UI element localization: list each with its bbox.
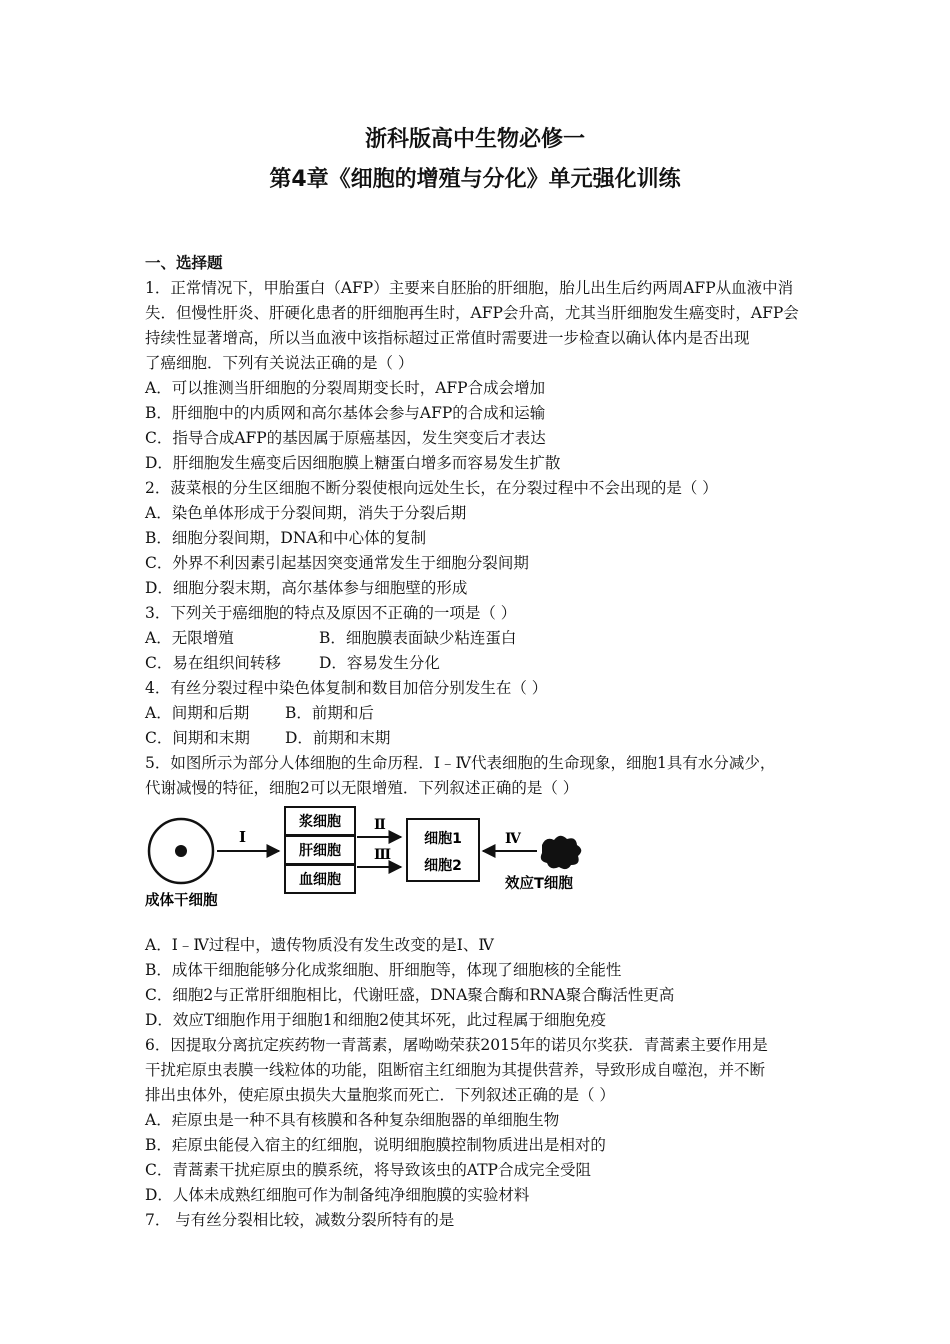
q6-stem-line-3: 排出虫体外，使疟原虫损失大量胞浆而死亡．下列叙述正确的是（ ）	[145, 1086, 615, 1104]
q6-option-b: B．疟原虫能侵入宿主的红细胞，说明细胞膜控制物质进出是相对的	[145, 1136, 606, 1154]
q4-options-row-1	[145, 701, 817, 726]
q1-stem-line-2: 失．但慢性肝炎、肝硬化患者的肝细胞再生时，AFP会升高，尤其当肝细胞发生癌变时，AFP会	[145, 304, 799, 322]
stem-cell-label: 成体干细胞	[145, 893, 218, 909]
q1-option-c: C．指导合成AFP的基因属于原癌基因，发生突变后才表达	[145, 429, 546, 447]
section-heading: 一、选择题	[145, 254, 223, 272]
page-title-line2: 第4章《细胞的增殖与分化》单元强化训练	[269, 167, 681, 192]
cell-life-history-diagram	[145, 801, 817, 931]
effector-t-cell-label: 效应T细胞	[505, 876, 573, 892]
arrow-3-label: Ⅲ	[374, 847, 392, 863]
q6-option-a: A．疟原虫是一种不具有核膜和各种复杂细胞器的单细胞生物	[145, 1111, 560, 1129]
q5-stem-line-1: 5．如图所示为部分人体细胞的生命历程．Ⅰ﹣Ⅳ代表细胞的生命现象，细胞1具有水分减少，	[145, 754, 776, 772]
q2-stem: 2．菠菜根的分生区细胞不断分裂使根向远处生长，在分裂过程中不会出现的是（ ）	[145, 479, 718, 497]
q2-option-c: C．外界不利因素引起基因突变通常发生于细胞分裂间期	[145, 554, 529, 572]
q2-option-a: A．染色单体形成于分裂间期，消失于分裂后期	[145, 504, 467, 522]
q4-option-c: C．间期和末期	[145, 729, 250, 747]
box-blood-cell-label: 血细胞	[299, 872, 341, 888]
q6-option-c: C．青蒿素干扰疟原虫的膜系统，将导致该虫的ATP合成完全受阻	[145, 1161, 591, 1179]
q3-option-c: C．易在组织间转移	[145, 654, 281, 672]
q7-stem: 7． 与有丝分裂相比较，减数分裂所特有的是	[145, 1211, 455, 1229]
q4-stem: 4．有丝分裂过程中染色体复制和数目加倍分别发生在（ ）	[145, 679, 548, 697]
diagram-svg	[145, 801, 595, 911]
stem-cell-nucleus	[175, 845, 187, 857]
q2-option-d: D．细胞分裂末期，高尔基体参与细胞壁的形成	[145, 579, 468, 597]
q4-options-row-2	[145, 726, 817, 751]
q1-option-d: D．肝细胞发生癌变后因细胞膜上糖蛋白增多而容易发生扩散	[145, 454, 561, 472]
q5-stem-line-2: 代谢减慢的特征，细胞2可以无限增殖．下列叙述正确的是（ ）	[145, 779, 579, 797]
effector-t-cell-shape	[541, 836, 581, 869]
q6-stem-line-2: 干扰疟原虫表膜一线粒体的功能，阻断宿主红细胞为其提供营养，导致形成自噬泡，并不断	[145, 1061, 766, 1079]
q3-options-row-1	[145, 626, 817, 651]
q5-option-b: B．成体干细胞能够分化成浆细胞、肝细胞等，体现了细胞核的全能性	[145, 961, 622, 979]
q3-option-d: D．容易发生分化	[319, 654, 440, 672]
q6-option-d: D．人体未成熟红细胞可作为制备纯净细胞膜的实验材料	[145, 1186, 530, 1204]
q3-option-b: B．细胞膜表面缺少粘连蛋白	[319, 629, 517, 647]
cell-1-label: 细胞1	[424, 831, 462, 847]
q5-option-a: A．Ⅰ﹣Ⅳ过程中，遗传物质没有发生改变的是Ⅰ、Ⅳ	[145, 936, 494, 954]
q2-option-b: B．细胞分裂间期，DNA和中心体的复制	[145, 529, 427, 547]
q1-stem-line-1: 1．正常情况下，甲胎蛋白（AFP）主要来自胚胎的肝细胞，胎儿出生后约两周AFP从血液中消	[145, 279, 794, 297]
box-liver-cell-label: 肝细胞	[299, 843, 341, 859]
q4-option-d: D．前期和末期	[285, 729, 391, 747]
q3-stem: 3．下列关于癌细胞的特点及原因不正确的一项是（ ）	[145, 604, 517, 622]
question-list	[145, 251, 817, 1233]
arrow-1-label: Ⅰ	[239, 828, 247, 846]
box-plasma-cell-label: 浆细胞	[299, 814, 341, 830]
q3-options-row-2	[145, 651, 817, 676]
q6-stem-line-1: 6．因提取分离抗定疾药物一青蒿素，屠呦呦荣获2015年的诺贝尔奖获．青蒿素主要作用是	[145, 1036, 768, 1054]
q3-option-a: A．无限增殖	[145, 629, 234, 647]
q1-option-b: B．肝细胞中的内质网和高尔基体会参与AFP的合成和运输	[145, 404, 546, 422]
arrow-2-label: Ⅱ	[374, 817, 386, 833]
q4-option-a: A．间期和后期	[145, 704, 250, 722]
q1-stem-line-3: 持续性显著增高，所以当血液中该指标超过正常值时需要进一步检查以确认体内是否出现	[145, 329, 750, 347]
q1-stem-line-4: 了癌细胞．下列有关说法正确的是（ ）	[145, 354, 414, 372]
cell-2-label: 细胞2	[424, 858, 462, 874]
q5-option-d: D．效应T细胞作用于细胞1和细胞2使其坏死，此过程属于细胞免疫	[145, 1011, 606, 1029]
page-title-line1: 浙科版高中生物必修一	[364, 127, 585, 152]
arrow-4-label: Ⅳ	[505, 831, 521, 847]
q4-option-b: B．前期和后	[285, 704, 374, 722]
q1-option-a: A．可以推测当肝细胞的分裂周期变长时，AFP合成会增加	[145, 379, 546, 397]
q5-option-c: C．细胞2与正常肝细胞相比，代谢旺盛，DNA聚合酶和RNA聚合酶活性更高	[145, 986, 675, 1004]
